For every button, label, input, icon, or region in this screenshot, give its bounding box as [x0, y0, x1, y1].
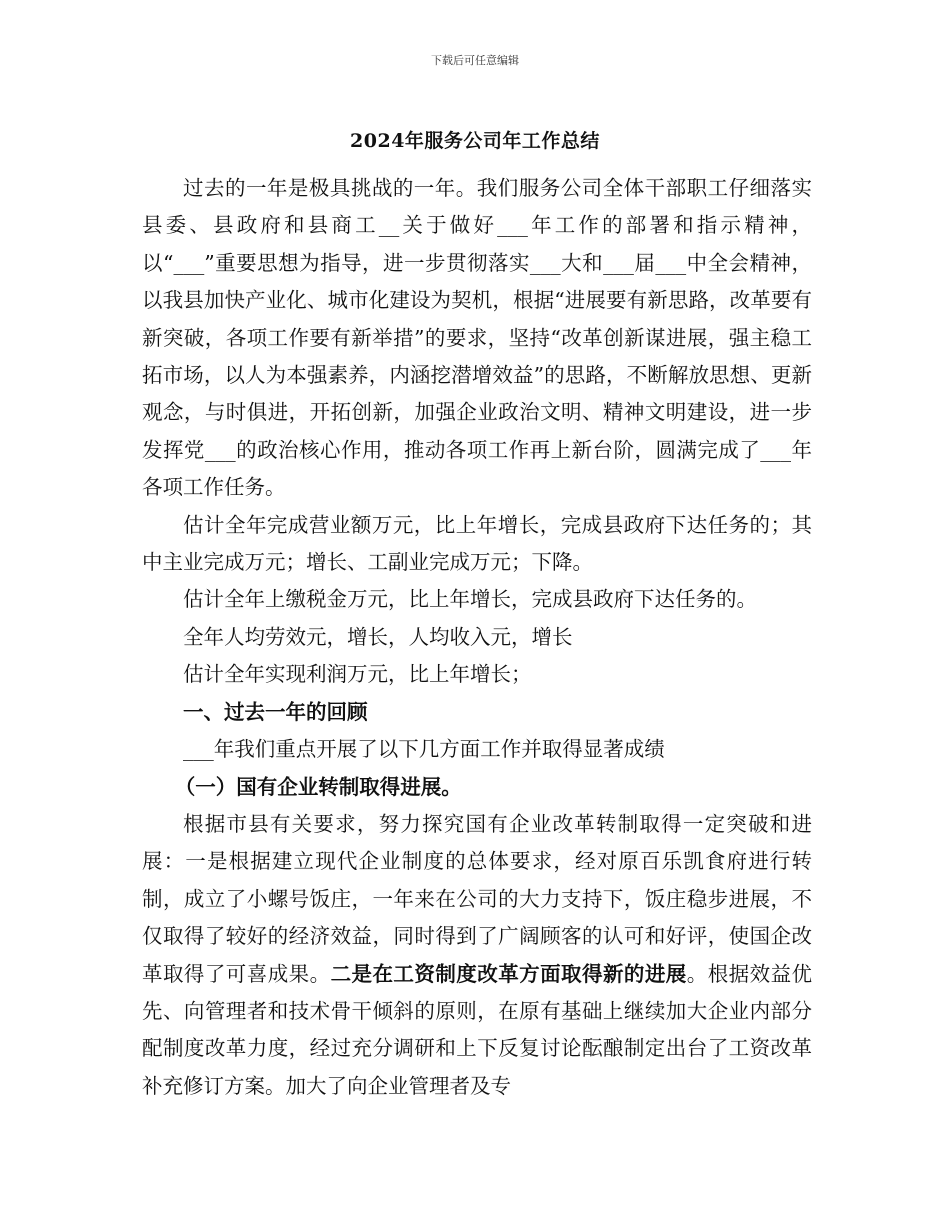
paragraph-revenue: 估计全年完成营业额万元，比上年增长，完成县政府下达任务的；其中主业完成万元；增长、工副业完成万元；下降。 — [142, 512, 812, 575]
paragraph-productivity: 全年人均劳效元，增长，人均收入元，增长 — [183, 624, 573, 649]
paragraph-intro: 过去的一年是极具挑战的一年。我们服务公司全体干部职工仔细落实县委、县政府和县商工__关于做好___年工作的部署和指示精神，以“___”重要思想为指导，进一步贯彻落实___大和___届___中全会精神，以我县加快产业化、城市化建设为契机，根据“进展要有新思路，改革要有新突破，各项工作要有新举措”的要求，坚持“改革创新谋进展，强主稳工拓市场，以人为本强素养，内涵挖潜增效益”的思路，不断解放思想、更新观念，与时俱进，开拓创新，加强企业政治文明、精神文明建设，进一步发挥党___的政治核心作用，推动各项工作再上新台阶，圆满完成了___年各项工作任务。 — [142, 176, 812, 500]
paragraph-profit: 估计全年实现利润万元，比上年增长； — [183, 662, 532, 687]
paragraph-reform-bold: 二是在工资制度改革方面取得新的进展 — [330, 961, 687, 986]
document-title: 2024年服务公司年工作总结 — [350, 130, 600, 152]
paragraph-reform-text-1: 根据市县有关要求，努力探究国有企业改革转制取得一定突破和进展：一是根据建立现代企业制度的总体要求，经对原百乐凯食府进行转制，成立了小螺号饭庄，一年来在公司的大力支持下，饭庄稳步进展，不仅取得了较好的经济效益，同时得到了广阔顾客的认可和好评，使国企改革取得了可喜成果。 — [142, 811, 812, 986]
paragraph-reform-text-2: 。根据效益优先、向管理者和技术骨干倾斜的原则，在原有基础上继续加大企业内部分配制度改革力度，经过充分调研和上下反复讨论酝酿制定出台了工资改革补充修订方案。加大了向企业管理者及专 — [142, 961, 813, 1098]
paragraph-reform — [142, 806, 812, 1105]
paragraph-tax: 估计全年上缴税金万元，比上年增长，完成县政府下达任务的。 — [183, 587, 757, 612]
paragraph-review-intro: ___年我们重点开展了以下几方面工作并取得显著成绩 — [183, 737, 665, 762]
subsection-heading-reform: （一）国有企业转制取得进展。 — [174, 774, 462, 799]
section-heading-review: 一、过去一年的回顾 — [183, 699, 368, 724]
page-header-note: 下载后可任意编辑 — [431, 54, 519, 67]
document-body — [142, 170, 812, 1105]
